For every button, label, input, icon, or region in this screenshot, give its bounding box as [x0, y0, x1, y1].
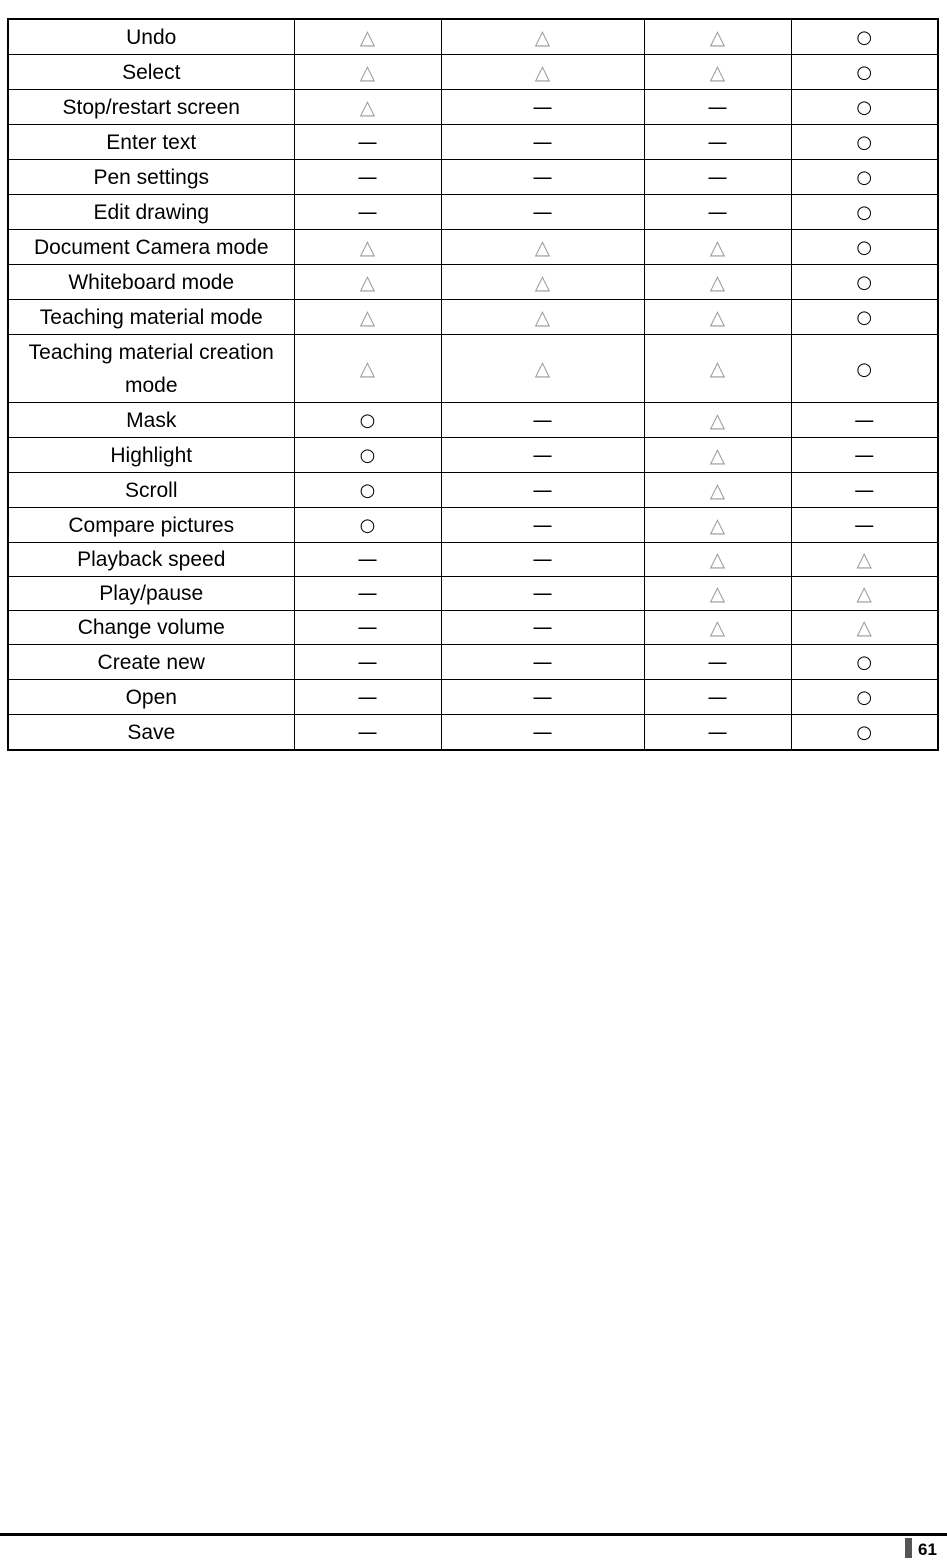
support-cell	[791, 680, 938, 715]
support-cell	[294, 19, 441, 55]
support-cell	[441, 715, 644, 751]
triangle-icon: △	[856, 547, 872, 571]
support-cell	[644, 55, 791, 90]
support-cell	[294, 160, 441, 195]
table-row	[8, 19, 938, 55]
triangle-icon: △	[709, 356, 726, 380]
feature-label: Change volume	[8, 611, 294, 645]
dash-icon: —	[532, 164, 553, 189]
support-cell	[294, 125, 441, 160]
support-cell	[441, 680, 644, 715]
triangle-icon: △	[709, 24, 726, 49]
triangle-icon: △	[709, 512, 726, 537]
circle-icon: ○	[856, 307, 873, 328]
support-cell	[441, 19, 644, 55]
footer-rule	[0, 1533, 947, 1536]
triangle-icon: △	[709, 547, 726, 571]
support-cell	[791, 300, 938, 335]
triangle-icon: △	[709, 59, 726, 84]
dash-icon: —	[532, 407, 553, 432]
support-cell	[644, 508, 791, 543]
support-cell	[644, 230, 791, 265]
feature-label: Stop/restart screen	[8, 90, 294, 125]
dash-icon: —	[357, 199, 378, 224]
dash-icon: —	[357, 129, 378, 154]
support-cell	[441, 230, 644, 265]
support-cell	[791, 715, 938, 751]
circle-icon: ○	[856, 237, 873, 258]
support-cell	[791, 438, 938, 473]
support-cell	[441, 473, 644, 508]
feature-label: Save	[8, 715, 294, 751]
support-cell	[791, 160, 938, 195]
table-row	[8, 300, 938, 335]
table-row	[8, 230, 938, 265]
dash-icon: —	[532, 129, 553, 154]
support-cell	[294, 577, 441, 611]
support-cell	[294, 715, 441, 751]
support-cell	[644, 473, 791, 508]
support-cell	[294, 611, 441, 645]
support-cell	[644, 577, 791, 611]
support-cell	[791, 230, 938, 265]
dash-icon: —	[707, 684, 728, 709]
triangle-icon: △	[359, 356, 376, 380]
support-cell	[294, 543, 441, 577]
support-cell	[294, 55, 441, 90]
triangle-icon: △	[359, 304, 376, 329]
triangle-icon: △	[709, 477, 726, 502]
triangle-icon: △	[534, 59, 551, 84]
circle-icon: ○	[856, 62, 873, 83]
support-cell	[791, 125, 938, 160]
table-row	[8, 680, 938, 715]
page-marker-bar	[905, 1538, 912, 1558]
support-cell	[644, 680, 791, 715]
support-cell	[441, 55, 644, 90]
support-cell	[441, 300, 644, 335]
dash-icon: —	[707, 199, 728, 224]
page-number: 61	[918, 1540, 937, 1559]
feature-label: Play/pause	[8, 577, 294, 611]
support-cell	[441, 403, 644, 438]
dash-icon: —	[357, 581, 378, 605]
circle-icon: ○	[856, 27, 873, 48]
support-cell	[791, 90, 938, 125]
triangle-icon: △	[856, 615, 872, 639]
support-cell	[441, 508, 644, 543]
support-cell	[791, 55, 938, 90]
support-cell	[791, 403, 938, 438]
table-row	[8, 715, 938, 751]
support-cell	[294, 438, 441, 473]
table-row	[8, 195, 938, 230]
feature-label: Compare pictures	[8, 508, 294, 543]
triangle-icon: △	[359, 94, 376, 119]
feature-label: Playback speed	[8, 543, 294, 577]
support-cell	[791, 577, 938, 611]
table-row	[8, 125, 938, 160]
feature-label: Teaching material creation mode	[8, 335, 294, 403]
support-cell	[791, 195, 938, 230]
support-cell	[441, 543, 644, 577]
support-cell	[791, 335, 938, 403]
dash-icon: —	[532, 615, 553, 639]
support-cell	[441, 611, 644, 645]
dash-icon: —	[532, 512, 553, 537]
circle-icon: ○	[856, 652, 873, 673]
support-cell	[441, 195, 644, 230]
feature-label: Pen settings	[8, 160, 294, 195]
support-cell	[644, 90, 791, 125]
table-row	[8, 438, 938, 473]
dash-icon: —	[707, 164, 728, 189]
table-row	[8, 543, 938, 577]
circle-icon: ○	[359, 445, 376, 466]
dash-icon: —	[854, 442, 875, 467]
support-cell	[791, 543, 938, 577]
circle-icon: ○	[856, 202, 873, 223]
feature-label: Enter text	[8, 125, 294, 160]
table-body	[8, 19, 938, 750]
triangle-icon: △	[359, 24, 376, 49]
table-row	[8, 611, 938, 645]
table-row	[8, 90, 938, 125]
dash-icon: —	[854, 512, 875, 537]
circle-icon: ○	[856, 358, 873, 380]
support-cell	[294, 195, 441, 230]
support-cell	[441, 265, 644, 300]
triangle-icon: △	[709, 234, 726, 259]
dash-icon: —	[707, 649, 728, 674]
feature-label: Select	[8, 55, 294, 90]
support-cell	[644, 19, 791, 55]
circle-icon: ○	[856, 272, 873, 293]
dash-icon: —	[532, 719, 553, 744]
dash-icon: —	[532, 649, 553, 674]
support-cell	[294, 335, 441, 403]
feature-compatibility-table	[7, 18, 939, 751]
support-cell	[441, 438, 644, 473]
triangle-icon: △	[709, 442, 726, 467]
feature-label: Edit drawing	[8, 195, 294, 230]
triangle-icon: △	[359, 59, 376, 84]
dash-icon: —	[707, 94, 728, 119]
triangle-icon: △	[709, 615, 726, 639]
feature-label: Highlight	[8, 438, 294, 473]
support-cell	[294, 90, 441, 125]
support-cell	[791, 645, 938, 680]
dash-icon: —	[532, 94, 553, 119]
support-cell	[791, 265, 938, 300]
support-cell	[294, 680, 441, 715]
triangle-icon: △	[534, 304, 551, 329]
support-cell	[644, 715, 791, 751]
table-row	[8, 645, 938, 680]
triangle-icon: △	[534, 269, 551, 294]
dash-icon: —	[532, 442, 553, 467]
support-cell	[791, 19, 938, 55]
table-row	[8, 473, 938, 508]
support-cell	[294, 473, 441, 508]
dash-icon: —	[532, 684, 553, 709]
support-cell	[294, 403, 441, 438]
triangle-icon: △	[359, 234, 376, 259]
circle-icon: ○	[856, 167, 873, 188]
dash-icon: —	[854, 477, 875, 502]
support-cell	[791, 508, 938, 543]
support-cell	[441, 645, 644, 680]
table-row	[8, 160, 938, 195]
dash-icon: —	[357, 719, 378, 744]
circle-icon: ○	[359, 480, 376, 501]
feature-label: Undo	[8, 19, 294, 55]
circle-icon: ○	[856, 687, 873, 708]
triangle-icon: △	[856, 581, 872, 605]
support-cell	[644, 300, 791, 335]
feature-label: Mask	[8, 403, 294, 438]
dash-icon: —	[532, 581, 553, 605]
support-cell	[644, 543, 791, 577]
support-cell	[294, 300, 441, 335]
support-cell	[644, 160, 791, 195]
circle-icon: ○	[856, 722, 873, 743]
dash-icon: —	[357, 649, 378, 674]
dash-icon: —	[357, 615, 378, 639]
dash-icon: —	[707, 129, 728, 154]
dash-icon: —	[357, 164, 378, 189]
table-row	[8, 508, 938, 543]
table-row	[8, 577, 938, 611]
triangle-icon: △	[534, 234, 551, 259]
triangle-icon: △	[709, 269, 726, 294]
dash-icon: —	[532, 477, 553, 502]
support-cell	[441, 90, 644, 125]
support-cell	[644, 125, 791, 160]
dash-icon: —	[532, 199, 553, 224]
support-cell	[644, 195, 791, 230]
triangle-icon: △	[709, 407, 726, 432]
triangle-icon: △	[534, 356, 551, 380]
table-row	[8, 55, 938, 90]
feature-label: Scroll	[8, 473, 294, 508]
support-cell	[791, 473, 938, 508]
triangle-icon: △	[709, 304, 726, 329]
triangle-icon: △	[534, 24, 551, 49]
support-cell	[294, 508, 441, 543]
support-cell	[791, 611, 938, 645]
feature-label: Document Camera mode	[8, 230, 294, 265]
support-cell	[644, 403, 791, 438]
support-cell	[294, 265, 441, 300]
support-cell	[441, 335, 644, 403]
circle-icon: ○	[359, 410, 376, 431]
feature-label: Teaching material mode	[8, 300, 294, 335]
triangle-icon: △	[359, 269, 376, 294]
support-cell	[644, 438, 791, 473]
dash-icon: —	[357, 684, 378, 709]
dash-icon: —	[357, 547, 378, 571]
circle-icon: ○	[856, 132, 873, 153]
support-cell	[644, 335, 791, 403]
table-row	[8, 403, 938, 438]
support-cell	[644, 645, 791, 680]
support-cell	[441, 577, 644, 611]
circle-icon: ○	[856, 97, 873, 118]
support-cell	[294, 230, 441, 265]
feature-label: Create new	[8, 645, 294, 680]
dash-icon: —	[854, 407, 875, 432]
dash-icon: —	[532, 547, 553, 571]
triangle-icon: △	[709, 581, 726, 605]
dash-icon: —	[707, 719, 728, 744]
support-cell	[644, 611, 791, 645]
support-cell	[644, 265, 791, 300]
support-cell	[441, 160, 644, 195]
circle-icon: ○	[359, 515, 376, 536]
feature-label: Whiteboard mode	[8, 265, 294, 300]
support-cell	[294, 645, 441, 680]
feature-label: Open	[8, 680, 294, 715]
table-row	[8, 335, 938, 403]
support-cell	[441, 125, 644, 160]
table-row	[8, 265, 938, 300]
